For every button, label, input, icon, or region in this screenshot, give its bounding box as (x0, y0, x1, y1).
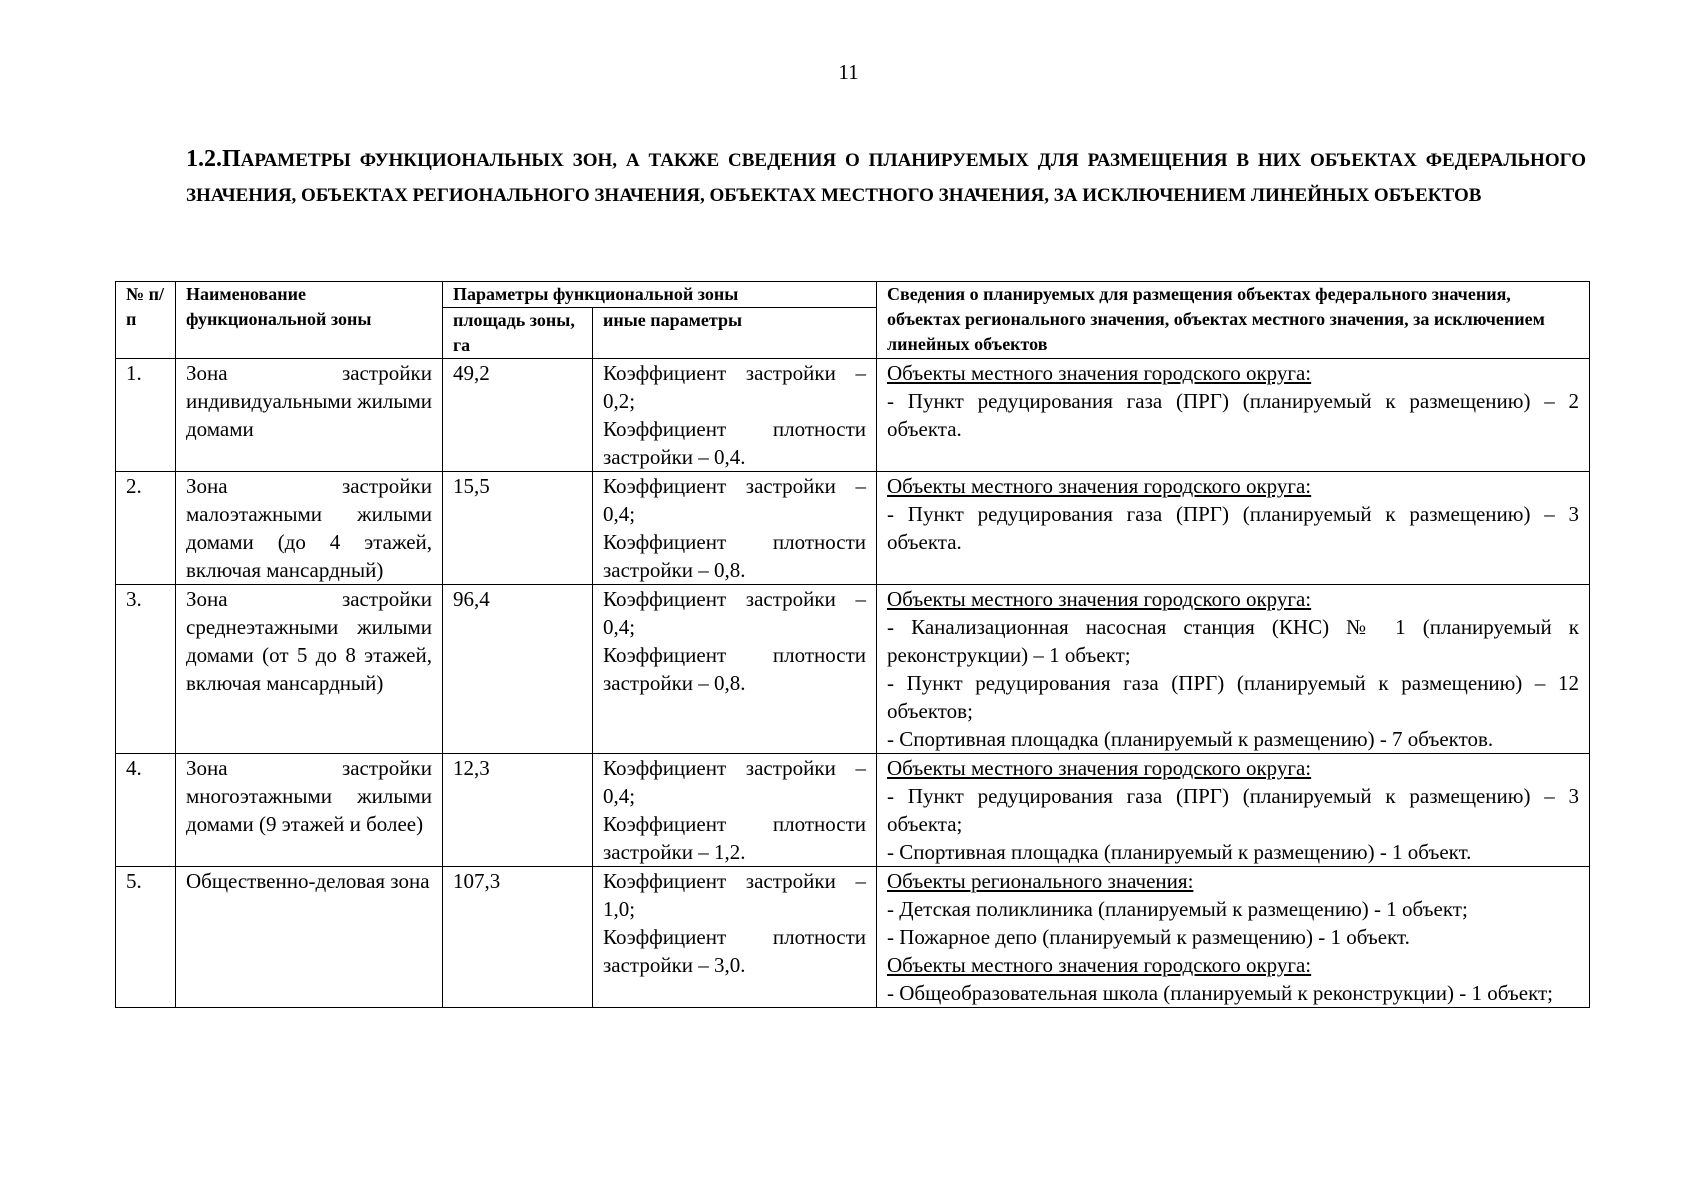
row-number: 2. (116, 472, 176, 585)
planned-object-item: - Спортивная площадка (планируемый к размещению) - 1 объект. (887, 840, 1472, 864)
header-info: Сведения о планируемых для размещения объектах федерального значения, объектах регионального значения, объектах местного значения, за исключением линейных объектов (877, 282, 1590, 359)
zones-table (115, 281, 1590, 1008)
table-row (116, 359, 1590, 472)
zone-planned-objects (877, 472, 1590, 585)
header-num: № п/п (116, 282, 176, 359)
zone-area: 15,5 (443, 472, 593, 585)
planned-object-item: - Пункт редуцирования газа (ПРГ) (планируемый к размещению) – 3 объекта. (887, 502, 1580, 554)
object-category: Объекты регионального значения: (887, 869, 1194, 893)
table-row (116, 585, 1590, 754)
zone-name: Зона застройки среднеэтажными жилыми домами (от 5 до 8 этажей, включая мансардный) (176, 585, 443, 754)
param-line: Коэффициент плотности застройки – 0,8. (603, 643, 867, 695)
planned-object-item: - Спортивная площадка (планируемый к размещению) - 7 объектов. (887, 727, 1494, 751)
section-heading (186, 142, 1586, 213)
header-name: Наименование функциональной зоны (176, 282, 443, 359)
object-category: Объекты местного значения городского округа: (887, 474, 1312, 498)
zone-planned-objects (877, 754, 1590, 867)
param-line: Коэффициент застройки – 0,4; (603, 756, 867, 808)
param-line: Коэффициент застройки – 1,0; (603, 869, 867, 921)
heading-text: АРАМЕТРЫ ФУНКЦИОНАЛЬНЫХ ЗОН, А ТАКЖЕ СВЕДЕНИЯ О ПЛАНИРУЕМЫХ ДЛЯ РАЗМЕЩЕНИЯ В НИХ ОБЪЕКТАХ ФЕДЕРАЛЬНОГО ЗНАЧЕНИЯ, ОБЪЕКТАХ РЕГИОНАЛЬНОГО ЗНАЧЕНИЯ, ОБЪЕКТАХ МЕСТНОГО ЗНАЧЕНИЯ, ЗА ИСКЛЮЧЕНИЕМ ЛИНЕЙНЫХ ОБЪЕКТОВ (186, 150, 1586, 206)
planned-object-item: - Пункт редуцирования газа (ПРГ) (планируемый к размещению) – 2 объекта. (887, 389, 1580, 441)
zone-other-params (593, 585, 877, 754)
object-category: Объекты местного значения городского округа: (887, 361, 1312, 385)
zone-name: Зона застройки многоэтажными жилыми домами (9 этажей и более) (176, 754, 443, 867)
object-category: Объекты местного значения городского округа: (887, 587, 1312, 611)
param-line: Коэффициент застройки – 0,2; (603, 361, 867, 413)
param-line: Коэффициент застройки – 0,4; (603, 587, 867, 639)
param-line: Коэффициент плотности застройки – 3,0. (603, 925, 867, 977)
object-category: Объекты местного значения городского округа: (887, 953, 1312, 977)
zone-name: Зона застройки индивидуальными жилыми домами (176, 359, 443, 472)
param-line: Коэффициент застройки – 0,4; (603, 474, 867, 526)
zone-other-params (593, 359, 877, 472)
table-body (116, 359, 1590, 1008)
zone-other-params (593, 472, 877, 585)
param-line: Коэффициент плотности застройки – 1,2. (603, 812, 867, 864)
planned-object-item: - Детская поликлиника (планируемый к размещению) - 1 объект; (887, 897, 1468, 921)
table-header-row (116, 282, 1590, 308)
heading-first-letter: П (222, 146, 241, 172)
table-row (116, 867, 1590, 1008)
row-number: 5. (116, 867, 176, 1008)
table-row (116, 754, 1590, 867)
zone-name: Общественно-деловая зона (176, 867, 443, 1008)
zone-planned-objects (877, 867, 1590, 1008)
zone-area: 96,4 (443, 585, 593, 754)
zone-other-params (593, 867, 877, 1008)
object-category: Объекты местного значения городского округа: (887, 756, 1312, 780)
header-other-params: иные параметры (593, 308, 877, 359)
heading-number: 1.2. (186, 146, 222, 172)
header-area: площадь зоны, га (443, 308, 593, 359)
planned-object-item: - Канализационная насосная станция (КНС) № 1 (планируемый к реконструкции) – 1 объект; (887, 615, 1580, 667)
param-line: Коэффициент плотности застройки – 0,8. (603, 530, 867, 582)
planned-object-item: - Общеобразовательная школа (планируемый к реконструкции) - 1 объект; (887, 981, 1554, 1005)
row-number: 4. (116, 754, 176, 867)
planned-object-item: - Пожарное депо (планируемый к размещению) - 1 объект. (887, 925, 1410, 949)
planned-object-item: - Пункт редуцирования газа (ПРГ) (планируемый к размещению) – 3 объекта; (887, 784, 1580, 836)
param-line: Коэффициент плотности застройки – 0,4. (603, 417, 867, 469)
planned-object-item: - Пункт редуцирования газа (ПРГ) (планируемый к размещению) – 12 объектов; (887, 671, 1580, 723)
zone-area: 107,3 (443, 867, 593, 1008)
header-params: Параметры функциональной зоны (443, 282, 877, 308)
zone-planned-objects (877, 585, 1590, 754)
zone-name: Зона застройки малоэтажными жилыми домами (до 4 этажей, включая мансардный) (176, 472, 443, 585)
row-number: 3. (116, 585, 176, 754)
row-number: 1. (116, 359, 176, 472)
table-row (116, 472, 1590, 585)
zone-planned-objects (877, 359, 1590, 472)
zone-area: 49,2 (443, 359, 593, 472)
zone-area: 12,3 (443, 754, 593, 867)
zone-other-params (593, 754, 877, 867)
page-number: 11 (838, 60, 859, 84)
